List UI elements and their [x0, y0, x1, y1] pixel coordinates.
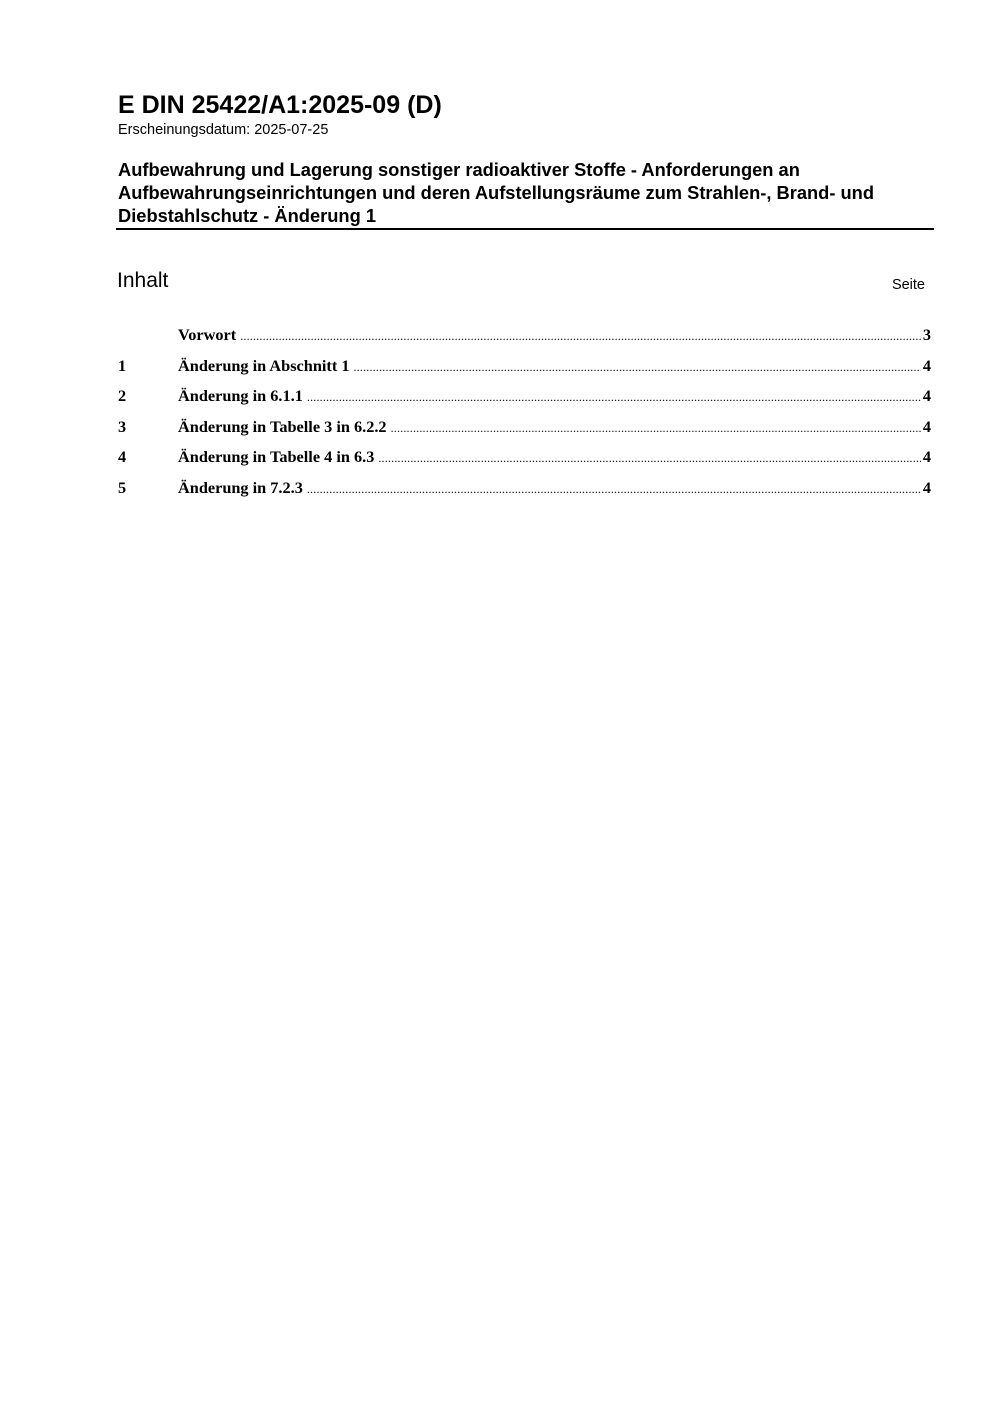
- toc-entry-number: 3: [118, 416, 127, 436]
- toc-dot-leader: [391, 417, 921, 439]
- toc-entry-page[interactable]: 4: [922, 386, 931, 405]
- toc-entry-page[interactable]: 4: [922, 355, 931, 375]
- toc-page-column-label: Seite: [891, 277, 925, 293]
- toc-dot-leader: [353, 356, 920, 378]
- toc-entry-3[interactable]: [118, 416, 931, 447]
- toc-entry-number: 2: [118, 386, 127, 405]
- toc-entry-page[interactable]: 4: [922, 416, 931, 436]
- table-of-contents: [118, 324, 931, 507]
- toc-dot-leader: [307, 478, 921, 500]
- toc-entry-title[interactable]: Vorwort: [178, 325, 237, 344]
- title-divider: [116, 228, 934, 230]
- toc-dot-leader: [307, 386, 921, 408]
- toc-dot-leader: [240, 325, 921, 347]
- toc-entry-title[interactable]: Änderung in Tabelle 3 in 6.2.2: [178, 416, 387, 436]
- toc-entry-title[interactable]: Änderung in 6.1.1: [178, 386, 303, 405]
- toc-entry-1[interactable]: [118, 355, 931, 386]
- toc-entry-title[interactable]: Änderung in Tabelle 4 in 6.3: [178, 447, 375, 466]
- publication-date: Erscheinungsdatum: 2025-07-25: [118, 122, 329, 138]
- toc-entry-2[interactable]: [118, 385, 931, 416]
- toc-entry-title[interactable]: Änderung in Abschnitt 1: [178, 355, 350, 375]
- document-id: E DIN 25422/A1:2025-09 (D): [118, 91, 442, 119]
- document-title: Aufbewahrung und Lagerung sonstiger radioaktiver Stoffe - Anforderungen an Aufbewahrungseinrichtungen und deren Aufstellungsräume zum Strahlen-, Brand- und Diebstahlschutz - Änderung 1: [118, 159, 875, 226]
- toc-entry-number: 4: [118, 447, 127, 466]
- toc-entry-number: 1: [118, 355, 127, 375]
- toc-heading: Inhalt: [117, 269, 169, 292]
- toc-entry-5[interactable]: [118, 477, 931, 508]
- toc-entry-number: 5: [118, 477, 127, 497]
- toc-entry-title[interactable]: Änderung in 7.2.3: [178, 477, 303, 497]
- toc-entry-page[interactable]: 4: [922, 447, 931, 466]
- toc-dot-leader: [378, 447, 921, 469]
- toc-entry-4[interactable]: [118, 446, 931, 477]
- toc-entry-page[interactable]: 3: [922, 325, 931, 344]
- toc-entry-page[interactable]: 4: [922, 477, 931, 497]
- toc-entry-vorwort[interactable]: [118, 324, 931, 355]
